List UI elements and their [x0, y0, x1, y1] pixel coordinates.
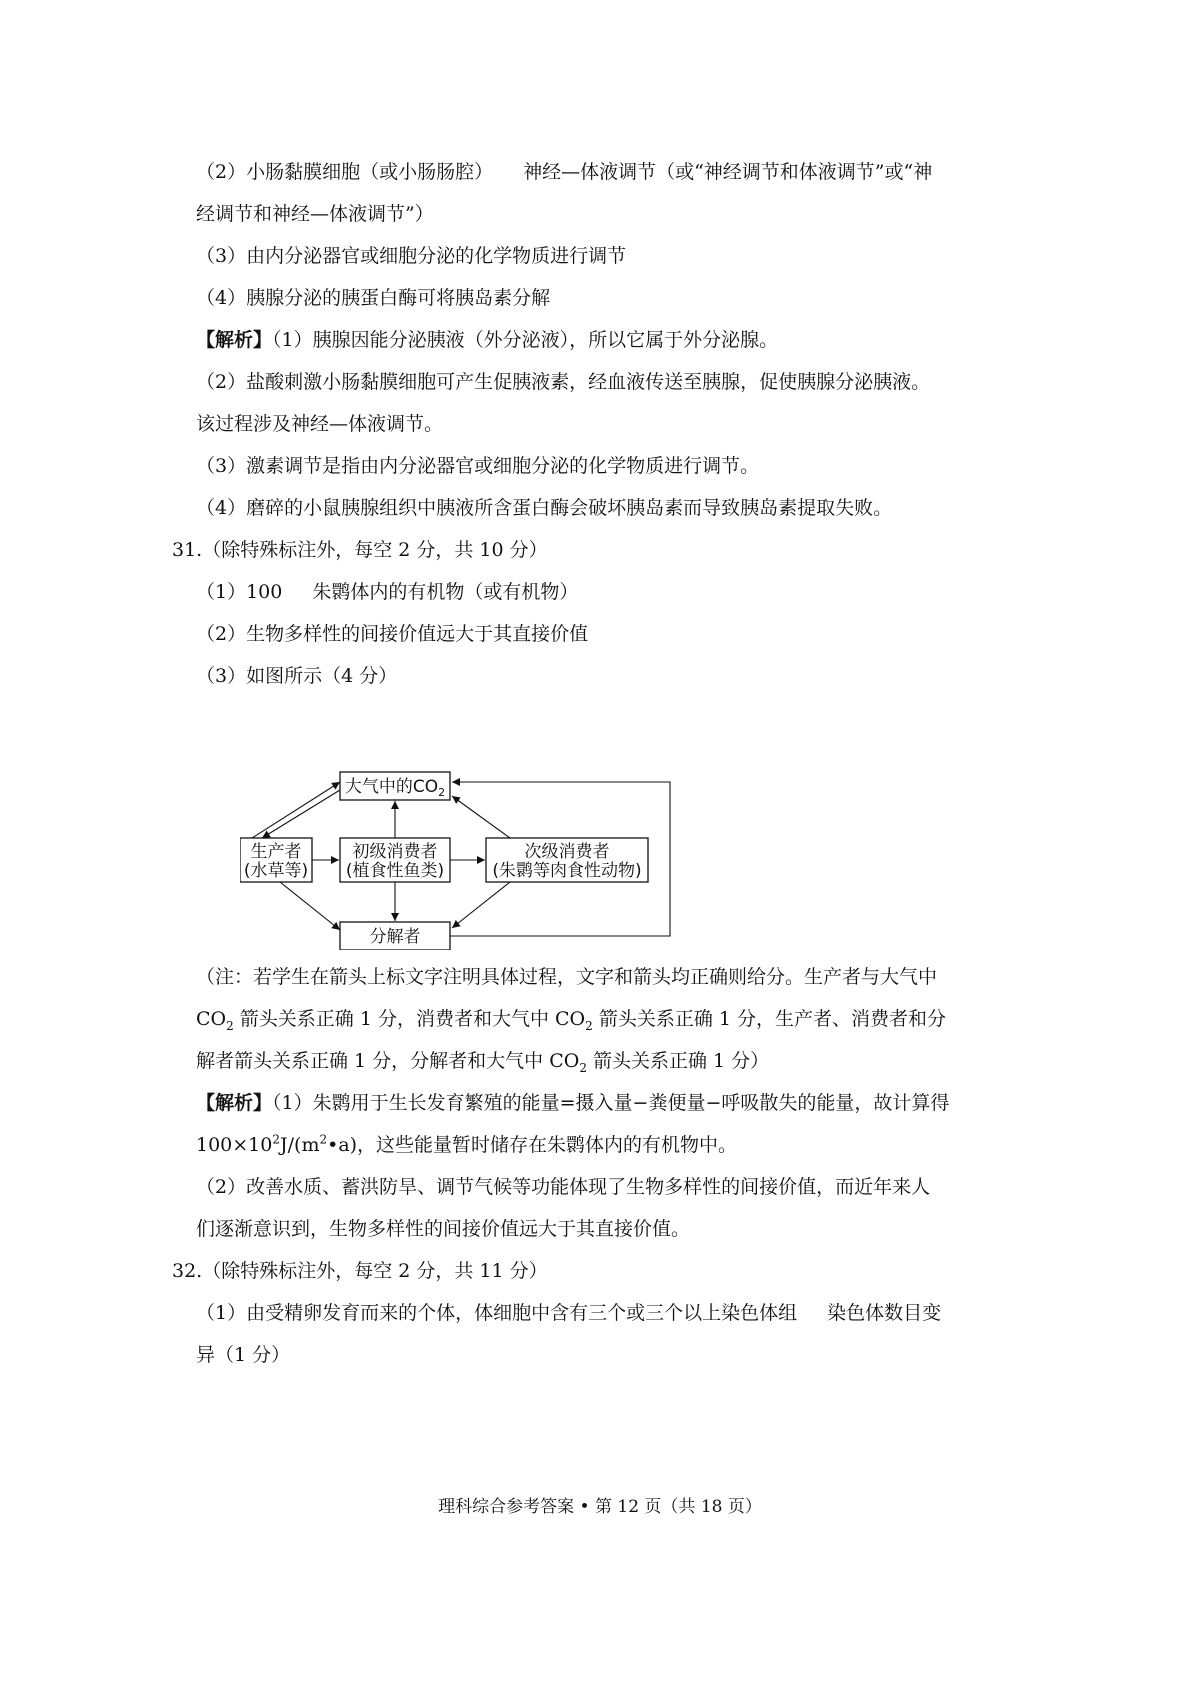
analysis-text: •a)，这些能量暂时储存在朱鹮体内的有机物中。	[327, 1134, 738, 1156]
producer-label: 生产者	[250, 842, 302, 862]
producer-sublabel: (水草等)	[243, 861, 309, 881]
primary-consumer-label: 初级消费者	[352, 842, 438, 862]
analysis-text: J/(m	[280, 1134, 320, 1156]
note-text: CO	[196, 1008, 227, 1030]
answer-line: 经调节和神经—体液调节”）	[196, 203, 434, 225]
analysis-line: （3）激素调节是指由内分泌器官或细胞分泌的化学物质进行调节。	[196, 455, 760, 477]
answer-text: （1）100	[196, 581, 283, 603]
answer-line: （3）如图所示（4 分）	[196, 665, 398, 687]
question-heading: 32.（除特殊标注外，每空 2 分，共 11 分）	[172, 1260, 548, 1282]
subscript: 2	[585, 1018, 593, 1033]
analysis-line	[196, 1090, 949, 1116]
subscript: 2	[226, 1018, 234, 1033]
analysis-label: 【解析】	[196, 1092, 273, 1114]
note-text: 解者箭头关系正确 1 分，分解者和大气中 CO	[196, 1050, 580, 1072]
answer-text: 神经—体液调节（或“神经调节和体液调节”或“神	[523, 161, 933, 183]
superscript: 2	[319, 1132, 328, 1147]
answer-line: （3）由内分泌器官或细胞分泌的化学物质进行调节	[196, 245, 627, 267]
analysis-line: 们逐渐意识到，生物多样性的间接价值远大于其直接价值。	[196, 1218, 691, 1240]
answer-text: 朱鹮体内的有机物（或有机物）	[312, 581, 579, 603]
answer-line	[196, 579, 578, 605]
analysis-line	[196, 327, 778, 353]
answer-text: 染色体数目变	[827, 1302, 942, 1324]
answer-line: （4）胰腺分泌的胰蛋白酶可将胰岛素分解	[196, 287, 551, 309]
analysis-line: （4）磨碎的小鼠胰腺组织中胰液所含蛋白酶会破坏胰岛素而导致胰岛素提取失败。	[196, 497, 893, 519]
secondary-consumer-sublabel: (朱鹮等肉食性动物)	[492, 861, 642, 881]
analysis-line: （2）改善水质、蓄洪防旱、调节气候等功能体现了生物多样性的间接价值，而近年来人	[196, 1176, 931, 1198]
decomposer-label: 分解者	[369, 927, 421, 947]
analysis-text: （1）胰腺因能分泌胰液（外分泌液），所以它属于外分泌腺。	[272, 329, 779, 351]
note-line	[196, 1006, 946, 1032]
note-text: 箭头关系正确 1 分，消费者和大气中 CO	[233, 1008, 586, 1030]
answer-line	[196, 159, 932, 185]
note-line	[196, 1048, 769, 1074]
question-heading: 31.（除特殊标注外，每空 2 分，共 10 分）	[172, 539, 548, 561]
analysis-line: 该过程涉及神经—体液调节。	[196, 413, 444, 435]
subscript: 2	[579, 1060, 587, 1075]
answer-text: （2）小肠黏膜细胞（或小肠肠腔）	[196, 161, 494, 183]
analysis-line: （2）盐酸刺激小肠黏膜细胞可产生促胰液素，经血液传送至胰腺，促使胰腺分泌胰液。	[196, 371, 931, 393]
note-line: （注：若学生在箭头上标文字注明具体过程，文字和箭头均正确则给分。生产者与大气中	[196, 966, 938, 988]
analysis-text: 100×10	[196, 1134, 273, 1156]
answer-line: （2）生物多样性的间接价值远大于其直接价值	[196, 623, 589, 645]
analysis-text: （1）朱鹮用于生长发育繁殖的能量=摄入量−粪便量−呼吸散失的能量，故计算得	[272, 1092, 950, 1114]
primary-consumer-sublabel: (植食性鱼类)	[345, 861, 445, 881]
answer-line: 异（1 分）	[196, 1344, 291, 1366]
analysis-label: 【解析】	[196, 329, 273, 351]
note-text: 箭头关系正确 1 分，生产者、消费者和分	[592, 1008, 946, 1030]
note-text: 箭头关系正确 1 分）	[586, 1050, 770, 1072]
answer-text: （1）由受精卵发育而来的个体，体细胞中含有三个或三个以上染色体组	[196, 1302, 798, 1324]
carbon-cycle-diagram	[240, 770, 700, 950]
atmosphere-label: 大气中的$CO_2$	[344, 777, 446, 799]
answer-line	[196, 1300, 941, 1326]
secondary-consumer-label: 次级消费者	[524, 842, 610, 862]
page-footer: 理科综合参考答案 • 第 12 页（共 18 页）	[438, 1497, 762, 1517]
analysis-line	[196, 1132, 737, 1158]
superscript: 2	[272, 1132, 281, 1147]
